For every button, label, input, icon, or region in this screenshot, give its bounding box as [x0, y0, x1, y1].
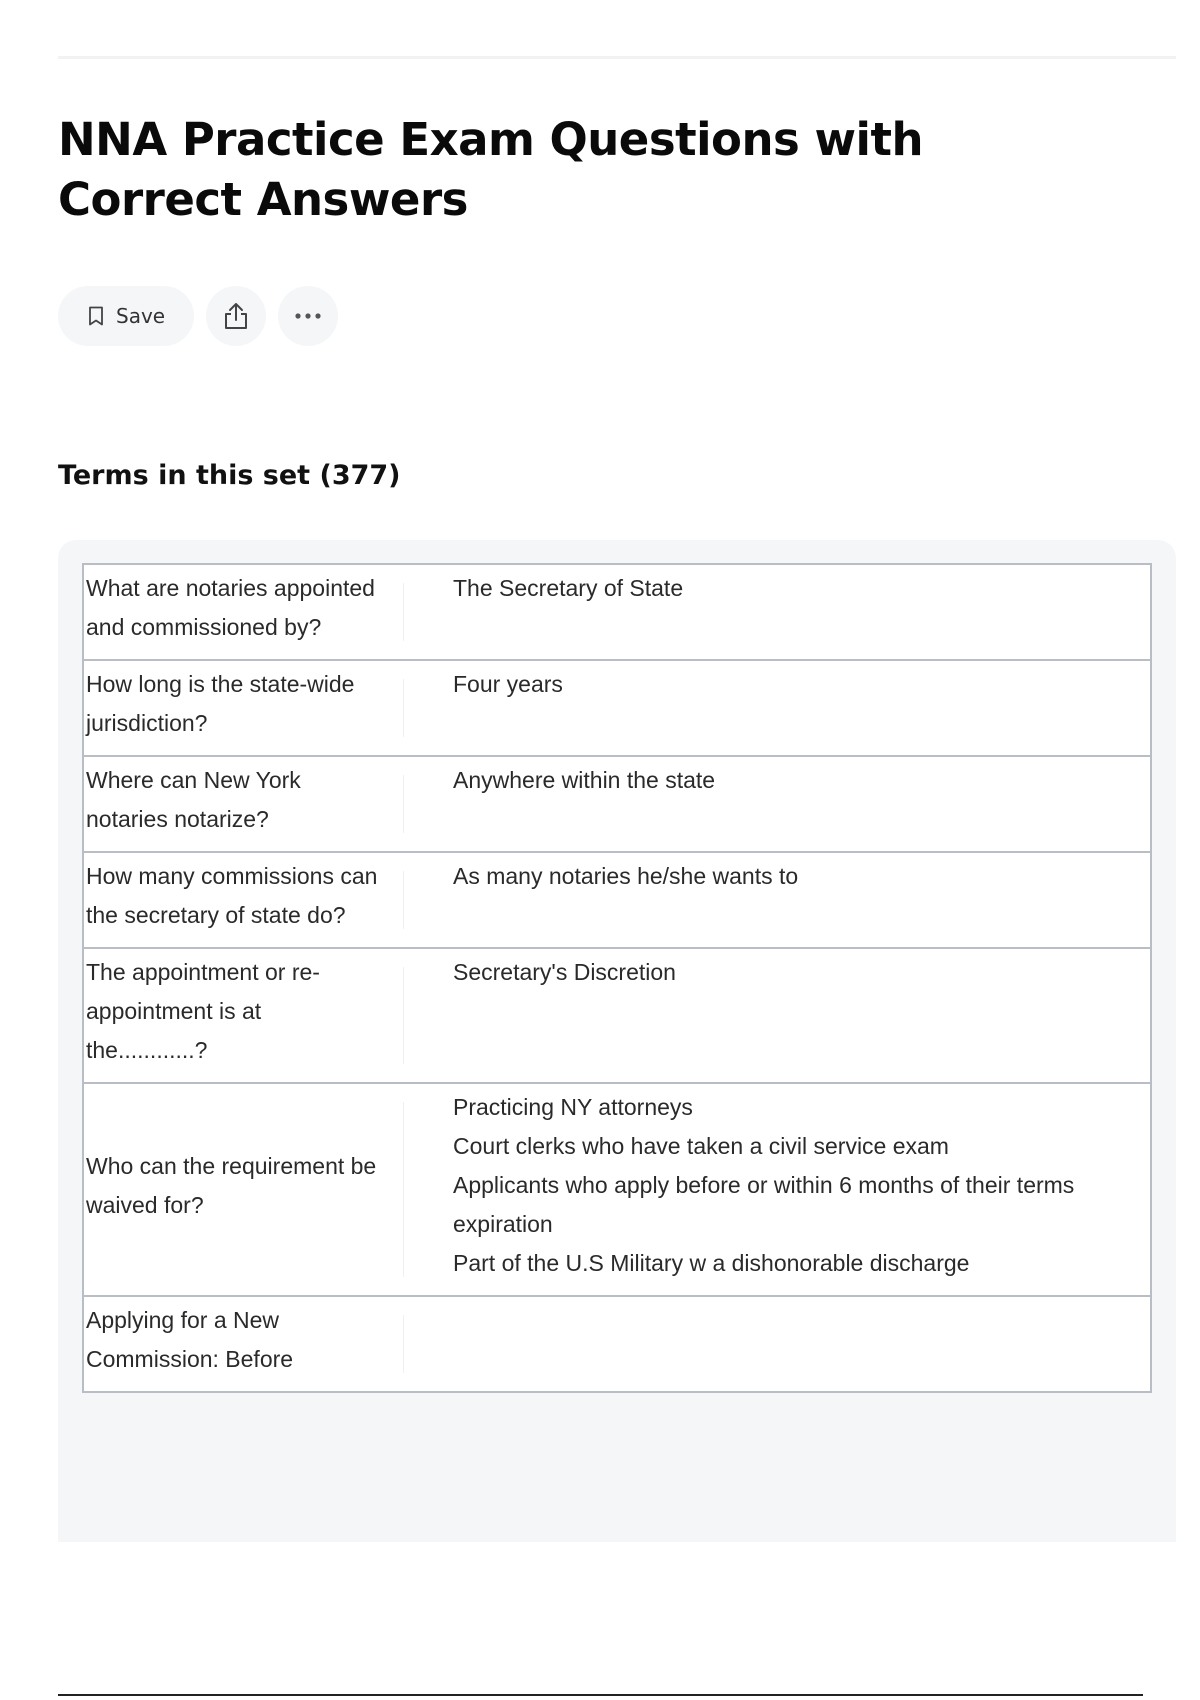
definition-line: Four years [453, 671, 563, 697]
bottom-divider [58, 1694, 1143, 1696]
table-row [83, 948, 1151, 1083]
bookmark-icon [88, 306, 104, 326]
term-text: Who can the requirement be waived for? [83, 1083, 403, 1296]
share-button[interactable] [206, 286, 266, 346]
table-row [83, 1083, 1151, 1296]
definition-line: Practicing NY attorneys [453, 1094, 693, 1120]
table-row [83, 1296, 1151, 1392]
term-text: Applying for a New Commission: Before [83, 1296, 403, 1392]
more-icon [293, 312, 323, 320]
table-row [83, 756, 1151, 852]
definition-line: Applicants who apply before or within 6 months of their terms expiration [453, 1172, 1075, 1237]
table-row [83, 852, 1151, 948]
top-divider [58, 56, 1176, 59]
definition-line: Court clerks who have taken a civil service exam [453, 1133, 949, 1159]
definition-text [403, 756, 1151, 852]
definition-text [403, 1083, 1151, 1296]
term-text: The appointment or re-appointment is at the............? [83, 948, 403, 1083]
page-title: NNA Practice Exam Questions with Correct Answers [58, 113, 923, 226]
definition-line: As many notaries he/she wants to [453, 863, 799, 889]
definition-line: Part of the U.S Military w a dishonorable discharge [453, 1250, 970, 1276]
term-text: What are notaries appointed and commissioned by? [83, 564, 403, 660]
save-label: Save [116, 304, 166, 328]
term-text: How long is the state-wide jurisdiction? [83, 660, 403, 756]
share-icon [223, 301, 249, 331]
definition-text [403, 564, 1151, 660]
definition-line: Secretary's Discretion [453, 959, 676, 985]
term-text: Where can New York notaries notarize? [83, 756, 403, 852]
term-text: How many commissions can the secretary of state do? [83, 852, 403, 948]
terms-table [82, 563, 1152, 1393]
terms-heading: Terms in this set (377) [58, 460, 401, 491]
definition-text [403, 1296, 1151, 1392]
definition-text [403, 660, 1151, 756]
action-bar [58, 286, 338, 346]
definition-line: The Secretary of State [453, 575, 684, 601]
more-options-button[interactable] [278, 286, 338, 346]
table-row [83, 564, 1151, 660]
definition-text [403, 852, 1151, 948]
table-row [83, 660, 1151, 756]
save-button[interactable] [58, 286, 194, 346]
definition-line: Anywhere within the state [453, 767, 716, 793]
definition-text [403, 948, 1151, 1083]
